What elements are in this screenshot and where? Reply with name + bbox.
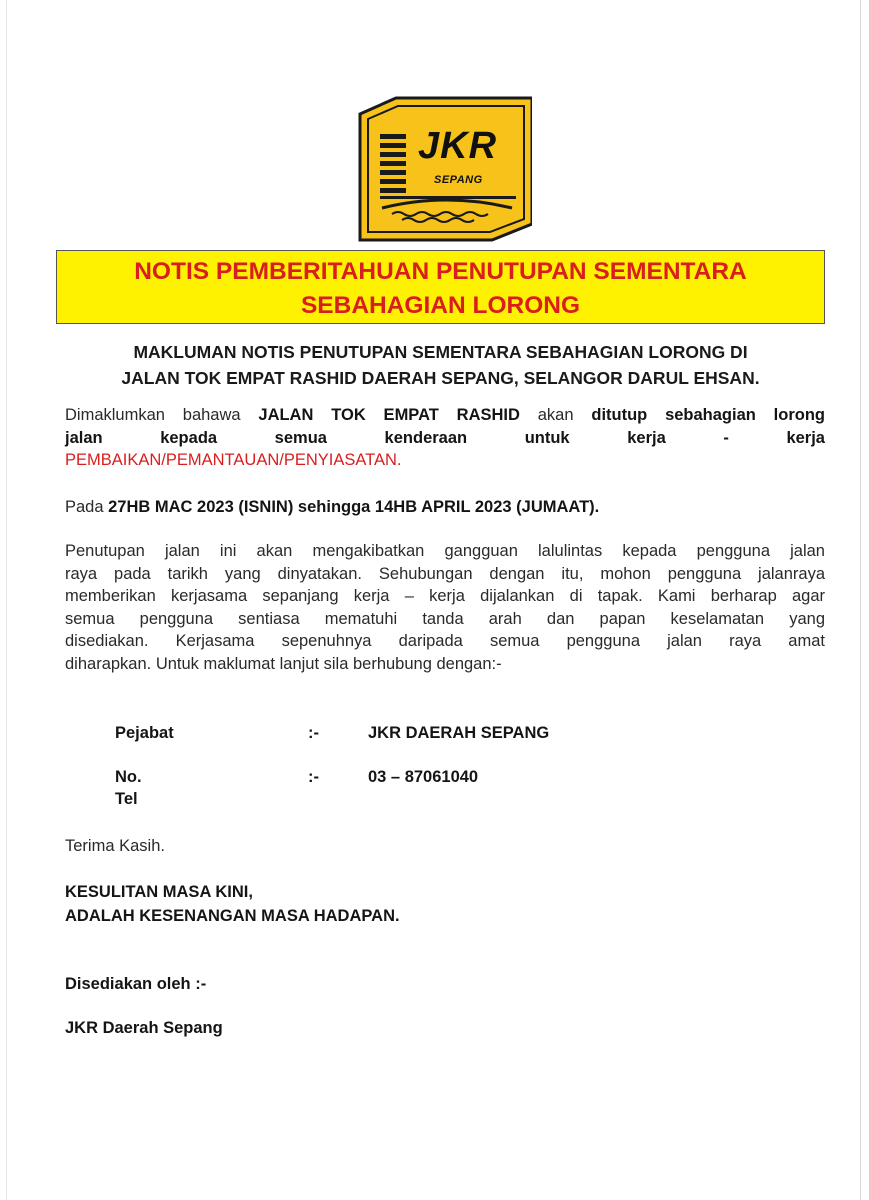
- logo-brand-text: JKR: [418, 125, 498, 167]
- paragraph1-line1: [65, 404, 825, 427]
- office-value: JKR DAERAH SEPANG: [368, 724, 550, 742]
- paragraph1-line2: jalan kepada semua kenderaan untuk kerja - kerja: [65, 428, 825, 447]
- notice-title-line2: SEBAHAGIAN LORONG: [300, 292, 581, 319]
- office-label: Pejabat: [115, 724, 174, 742]
- logo-district-text: SEPANG: [434, 174, 483, 186]
- notice-title-box: [56, 250, 825, 324]
- page-edge-left: [6, 0, 7, 1200]
- phone-separator: :-: [308, 768, 319, 786]
- office-separator: :-: [308, 724, 319, 742]
- prepared-by-office: JKR Daerah Sepang: [65, 1019, 223, 1037]
- thanks-text: Terima Kasih.: [65, 837, 165, 855]
- paragraph3-line: memberikan kerjasama sepanjang kerja – kerja dijalankan di tapak. Kami berharap agar: [65, 587, 825, 605]
- closure-dates: 27HB MAC 2023 (ISNIN) sehingga 14HB APRIL 2023 (JUMAAT).: [108, 498, 600, 516]
- paragraph-closure-info: [65, 404, 825, 472]
- paragraph3-line: raya pada tarikh yang dinyatakan. Sehubungan dengan itu, mohon pengguna jalanraya: [65, 564, 825, 583]
- work-type: PEMBAIKAN/PEMANTAUAN/PENYIASATAN.: [65, 451, 402, 469]
- paragraph-details: [65, 540, 825, 675]
- paragraph3-line: Penutupan jalan ini akan mengakibatkan gangguan lalulintas kepada pengguna jalan: [65, 542, 825, 560]
- paragraph1-mid: akan: [519, 406, 592, 424]
- phone-value: 03 – 87061040: [368, 768, 479, 786]
- subtitle-line2: JALAN TOK EMPAT RASHID DAERAH SEPANG, SELANGOR DARUL EHSAN.: [121, 368, 760, 388]
- jkr-logo: [356, 96, 532, 242]
- closure-phrase: ditutup sebahagian lorong: [591, 406, 825, 424]
- page-edge-right: [860, 0, 861, 1200]
- paragraph3-line: semua pengguna sentiasa mematuhi tanda arah dan papan keselamatan yang: [65, 609, 825, 628]
- subtitle-line1: MAKLUMAN NOTIS PENUTUPAN SEMENTARA SEBAHAGIAN LORONG DI: [133, 342, 748, 362]
- paragraph1-intro: Dimaklumkan bahawa: [65, 406, 259, 424]
- jkr-logo-emblem: [356, 96, 532, 242]
- notice-title-line1: NOTIS PEMBERITAHUAN PENUTUPAN SEMENTARA: [134, 258, 747, 285]
- paragraph2-prefix: Pada: [65, 498, 109, 516]
- motto-line1: KESULITAN MASA KINI,: [65, 883, 253, 901]
- notice-subtitle: [60, 339, 821, 391]
- paragraph3-line: diharapkan. Untuk maklumat lanjut sila berhubung dengan:-: [65, 654, 502, 673]
- motto: [65, 880, 400, 928]
- paragraph3-line: disediakan. Kerjasama sepenuhnya daripada semua pengguna jalan raya amat: [65, 632, 825, 650]
- paragraph-dates: [65, 496, 825, 519]
- prepared-by-label: Disediakan oleh :-: [65, 975, 207, 993]
- road-name: JALAN TOK EMPAT RASHID: [258, 406, 520, 424]
- motto-line2: ADALAH KESENANGAN MASA HADAPAN.: [65, 907, 400, 925]
- phone-label: No. Tel: [115, 768, 142, 808]
